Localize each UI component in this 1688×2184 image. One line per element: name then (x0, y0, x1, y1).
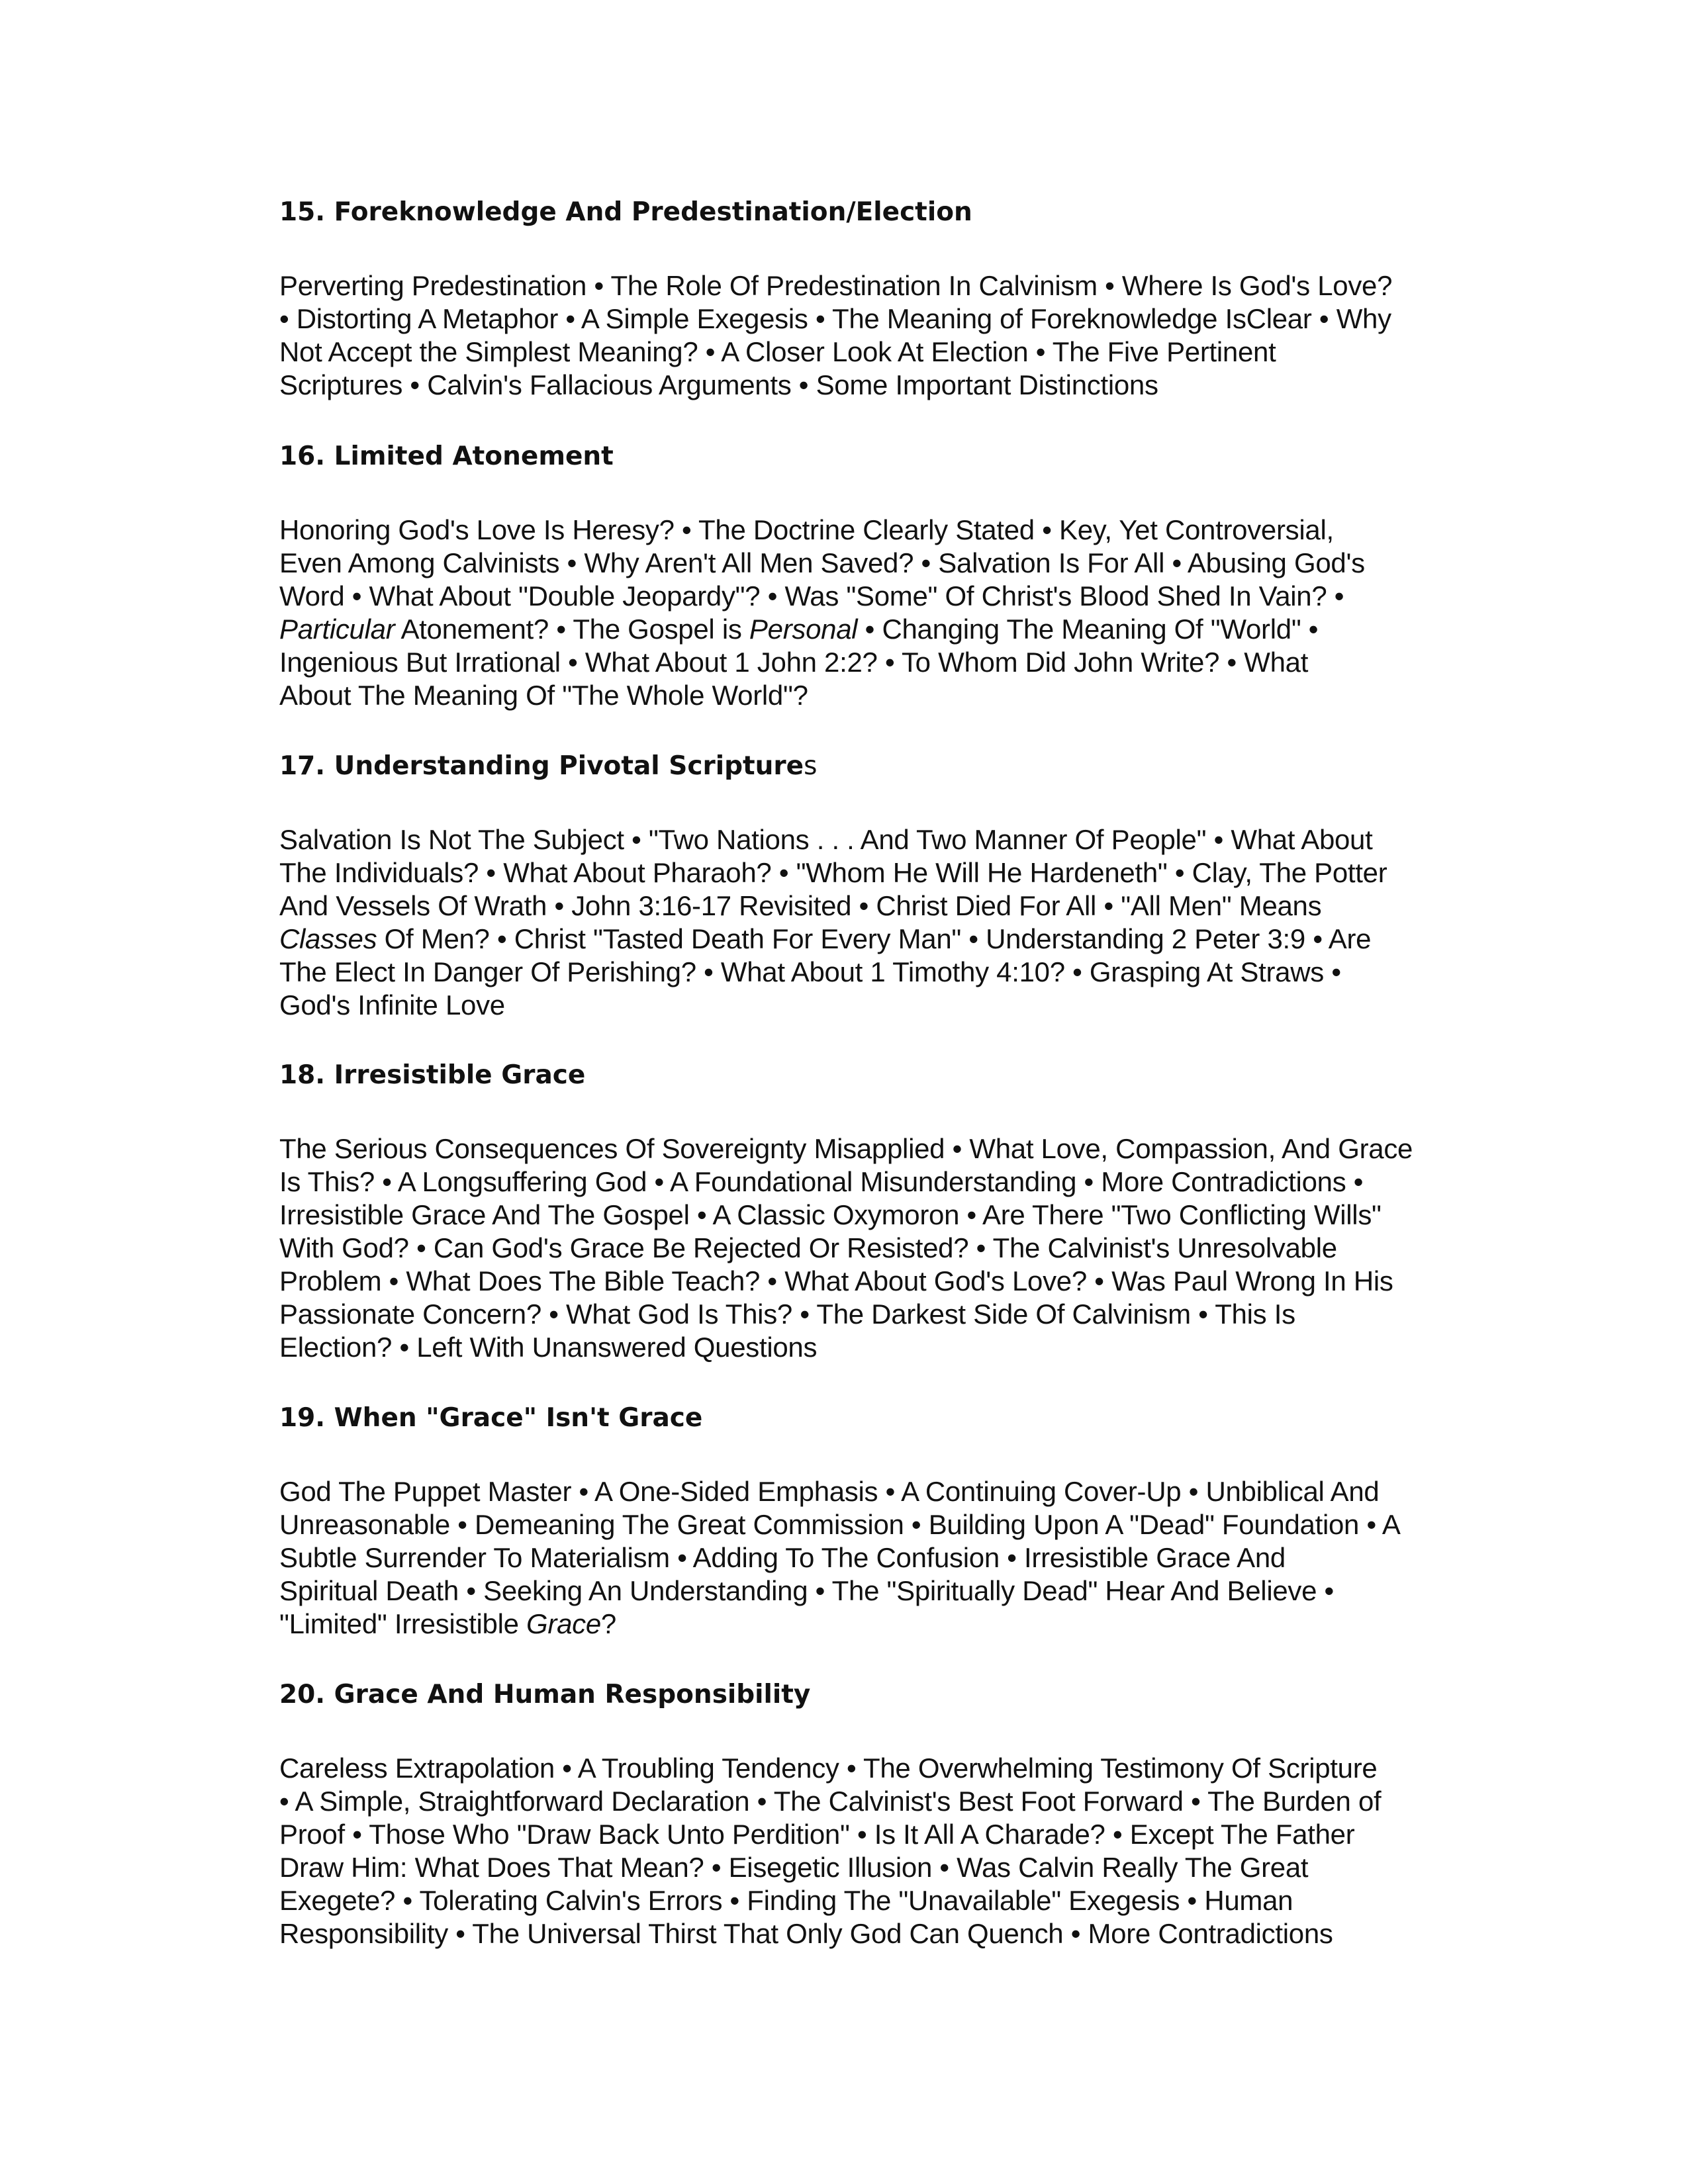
body-line: Passionate Concern? • What God Is This? • The Darkest Side Of Calvinism • This Is (279, 1298, 1295, 1330)
body-line: • Distorting A Metaphor • A Simple Exegesis • The Meaning of Foreknowledge IsClear • Why (279, 303, 1391, 334)
section-18 (279, 1059, 1413, 1363)
body-line: Perverting Predestination • The Role Of Predestination In Calvinism • Where Is God's Love? (279, 270, 1393, 301)
body-line: Classes Of Men? • Christ "Tasted Death For Every Man" • Understanding 2 Peter 3:9 • Are (279, 923, 1372, 954)
body-line: Scriptures • Calvin's Fallacious Arguments • Some Important Distinctions (279, 369, 1158, 400)
body-line: And Vessels Of Wrath • John 3:16-17 Revisited • Christ Died For All • "All Men" Means (279, 890, 1322, 921)
body-line: Ingenious But Irrational • What About 1 John 2:2? • To Whom Did John Write? • What (279, 647, 1309, 678)
body-line: With God? • Can God's Grace Be Rejected Or Resisted? • The Calvinist's Unresolvable (279, 1232, 1337, 1263)
body-line: Careless Extrapolation • A Troubling Tendency • The Overwhelming Testimony Of Scripture (279, 1752, 1378, 1784)
body-line: Responsibility • The Universal Thirst That Only God Can Quench • More Contradictions (279, 1918, 1333, 1949)
body-line: Unreasonable • Demeaning The Great Commission • Building Upon A "Dead" Foundation • A (279, 1509, 1401, 1540)
body-line: Proof • Those Who "Draw Back Unto Perdition" • Is It All A Charade? • Except The Father (279, 1819, 1355, 1850)
body-line: Election? • Left With Unanswered Questions (279, 1332, 818, 1363)
italic-term: Personal (749, 614, 858, 645)
body-line: Honoring God's Love Is Heresy? • The Doctrine Clearly Stated • Key, Yet Controversial, (279, 514, 1334, 545)
body-line: Salvation Is Not The Subject • "Two Nations . . . And Two Manner Of People" • What About (279, 824, 1373, 855)
section-17 (279, 750, 1405, 1021)
body-line: Is This? • A Longsuffering God • A Foundational Misunderstanding • More Contradictions • (279, 1166, 1364, 1197)
body-line: Particular Atonement? • The Gospel is Personal • Changing The Meaning Of "World" • (279, 614, 1319, 645)
italic-term: Classes (279, 923, 377, 954)
body-line: Word • What About "Double Jeopardy"? • Was "Some" Of Christ's Blood Shed In Vain? • (279, 580, 1344, 612)
body-line: Problem • What Does The Bible Teach? • What About God's Love? • Was Paul Wrong In His (279, 1265, 1393, 1297)
section-body (279, 269, 1405, 402)
body-line: The Serious Consequences Of Sovereignty Misapplied • What Love, Compassion, And Grace (279, 1133, 1413, 1164)
section-body (279, 1132, 1413, 1364)
body-line: The Individuals? • What About Pharaoh? • "Whom He Will He Hardeneth" • Clay, The Potter (279, 857, 1387, 888)
body-line: Draw Him: What Does That Mean? • Eisegetic Illusion • Was Calvin Really The Great (279, 1852, 1309, 1883)
body-line: God The Puppet Master • A One-Sided Emphasis • A Continuing Cover-Up • Unbiblical And (279, 1476, 1380, 1507)
section-body (279, 514, 1405, 712)
body-line: The Elect In Danger Of Perishing? • What About 1 Timothy 4:10? • Grasping At Straws • (279, 956, 1341, 987)
body-line: God's Infinite Love (279, 989, 505, 1021)
section-19 (279, 1402, 1405, 1639)
section-heading: 20. Grace And Human Responsibility (279, 1680, 811, 1709)
italic-term: Particular (279, 614, 395, 645)
body-line: • A Simple, Straightforward Declaration • The Calvinist's Best Foot Forward • The Burden of (279, 1786, 1382, 1817)
section-heading: 16. Limited Atonement (279, 441, 614, 471)
section-heading: 17. Understanding Pivotal Scriptures (279, 751, 818, 781)
section-heading: 15. Foreknowledge And Predestination/Election (279, 197, 972, 227)
body-line: Irresistible Grace And The Gospel • A Classic Oxymoron • Are There "Two Conflicting Wills" (279, 1199, 1382, 1230)
section-15 (279, 196, 1405, 400)
body-line: Not Accept the Simplest Meaning? • A Closer Look At Election • The Five Pertinent (279, 336, 1276, 367)
section-body (279, 1475, 1405, 1641)
section-body (279, 1752, 1405, 1950)
body-line: "Limited" Irresistible Grace? (279, 1608, 616, 1639)
body-line: Exegete? • Tolerating Calvin's Errors • Finding The "Unavailable" Exegesis • Human (279, 1885, 1293, 1916)
section-heading: 18. Irresistible Grace (279, 1060, 586, 1090)
body-line: About The Meaning Of "The Whole World"? (279, 680, 808, 711)
section-16 (279, 440, 1405, 711)
body-line: Even Among Calvinists • Why Aren't All Men Saved? • Salvation Is For All • Abusing God's (279, 547, 1365, 578)
section-body (279, 823, 1405, 1022)
section-20 (279, 1678, 1405, 1949)
italic-term: Grace (526, 1608, 601, 1639)
section-heading: 19. When "Grace" Isn't Grace (279, 1403, 703, 1433)
body-line: Subtle Surrender To Materialism • Adding To The Confusion • Irresistible Grace And (279, 1542, 1286, 1573)
body-line: Spiritual Death • Seeking An Understanding • The "Spiritually Dead" Hear And Believe • (279, 1575, 1334, 1606)
